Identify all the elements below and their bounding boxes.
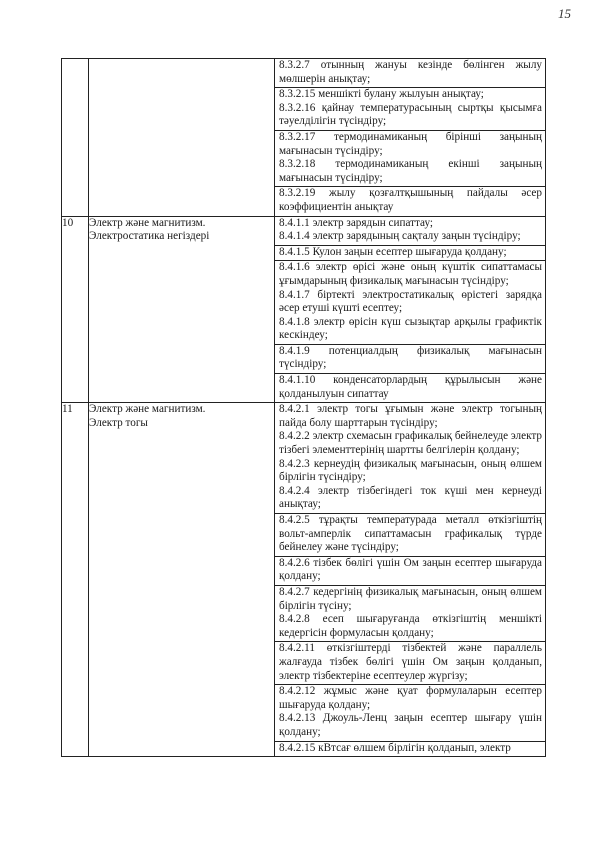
objective-group	[275, 59, 545, 88]
objectives-cell	[275, 59, 546, 217]
learning-objective: 8.4.2.2 электр схемасын графикалық бейнелеуде электр тізбегі элементтерінің шартты белгілерін қолдану;	[279, 430, 542, 457]
learning-objective: 8.3.2.17 термодинамиканың бірінші заңының мағынасын түсіндіру;	[279, 130, 542, 157]
objective-group	[275, 88, 545, 131]
learning-objective: 8.4.1.6 электр өрісі және оның күштік сипаттамасы ұғымдарының физикалық мағынасын түсіндіру;	[279, 261, 542, 287]
topic-line: Электростатика негіздері	[89, 230, 210, 243]
page-number: 15	[558, 6, 571, 21]
objective-group	[275, 246, 545, 262]
learning-objective: 8.4.2.4 электр тізбегіндегі ток күші мен кернеуді анықтау;	[279, 484, 542, 511]
learning-objective: 8.4.2.13 Джоуль-Ленц заңын есептер шығару үшін қолдану;	[279, 712, 542, 738]
learning-objective: 8.3.2.7 отынның жануы кезінде бөлінген жылу мөлшерін анықтау;	[279, 59, 542, 85]
learning-objective: 8.4.2.7 кедергінің физикалық мағынасын, оның өлшем бірлігін түсіну;	[279, 585, 542, 612]
objective-group	[275, 586, 545, 642]
table-row	[62, 59, 546, 217]
row-number: 10	[62, 216, 89, 403]
objective-group	[275, 345, 545, 374]
learning-objective: 8.4.2.5 тұрақты температурада металл өткізгіштің вольт-амперлік сипаттамасын графикалық түрде бейнелеу және түсіндіру;	[279, 514, 542, 554]
learning-objective: 8.4.2.11 өткізгіштерді тізбектей және параллель жалғауда тізбек бөлігі үшін Ом заңын қолданып, электр тізбектеріне есептеулер жүргізу;	[279, 642, 542, 682]
learning-objective: 8.4.1.10 конденсаторлардың құрылысын және қолданылуын сипаттау	[279, 374, 542, 400]
objective-group	[275, 374, 545, 402]
objectives-cell	[275, 403, 546, 757]
topic-line: Электр және магнитизм.	[89, 403, 206, 416]
learning-objective: 8.4.2.6 тізбек бөлігі үшін Ом заңын есептер шығаруда қолдану;	[279, 556, 542, 583]
topic-cell	[89, 216, 275, 403]
objective-group	[275, 261, 545, 345]
topic-line: Электр және магнитизм.	[89, 216, 206, 229]
learning-objective: 8.4.1.4 электр зарядының сақталу заңын түсіндіру;	[279, 230, 521, 243]
learning-objective: 8.4.1.1 электр зарядын сипаттау;	[279, 216, 434, 229]
objective-group	[275, 514, 545, 557]
curriculum-table	[61, 58, 546, 757]
topic-line: Электр тогы	[89, 416, 148, 429]
learning-objective: 8.3.2.16 қайнау температурасының сыртқы қысымға тәуелділігін түсіндіру;	[279, 101, 542, 128]
objective-group	[275, 217, 545, 246]
topic-cell	[89, 403, 275, 757]
objective-group	[275, 131, 545, 187]
objective-group	[275, 187, 545, 215]
learning-objective: 8.4.2.12 жұмыс және қуат формулаларын есептер шығаруда қолдану;	[279, 685, 542, 711]
topic-cell	[89, 59, 275, 217]
learning-objective: 8.3.2.15 меншікті булану жылуын анықтау;	[279, 88, 484, 101]
objective-group	[275, 685, 545, 741]
row-number	[62, 59, 89, 217]
objective-group	[275, 642, 545, 685]
learning-objective: 8.4.1.5 Кулон заңын есептер шығаруда қолдану;	[279, 245, 507, 258]
learning-objective: 8.3.2.19 жылу қозғалтқышының пайдалы әсер коэффициентін анықтау	[279, 187, 542, 213]
objectives-cell	[275, 216, 546, 403]
learning-objective: 8.4.1.7 біртекті электростатикалық өрістегі зарядқа әсер етуші күшті есептеу;	[279, 288, 542, 315]
table-row	[62, 216, 546, 403]
learning-objective: 8.4.1.8 электр өрісін күш сызықтар арқылы графиктік кескіндеу;	[279, 315, 542, 342]
row-number: 11	[62, 403, 89, 757]
objective-group	[275, 742, 545, 757]
learning-objective: 8.3.2.18 термодинамиканың екінші заңының мағынасын түсіндіру;	[279, 158, 542, 184]
learning-objective: 8.4.2.8 есеп шығаруғанда өткізгіштің меншікті кедергісін формуласын қолдану;	[279, 613, 542, 639]
objective-group	[275, 403, 545, 514]
learning-objective: 8.4.2.15 кВтсағ өлшем бірлігін қолданып, электр	[279, 741, 511, 754]
table-row	[62, 403, 546, 757]
learning-objective: 8.4.2.1 электр тогы ұғымын және электр тогының пайда болу шарттарын түсіндіру;	[279, 403, 542, 429]
learning-objective: 8.4.1.9 потенциалдың физикалық мағынасын түсіндіру;	[279, 344, 542, 371]
objective-group	[275, 557, 545, 586]
learning-objective: 8.4.2.3 кернеудің физикалық мағынасын, оның өлшем бірлігін түсіндіру;	[279, 457, 542, 484]
